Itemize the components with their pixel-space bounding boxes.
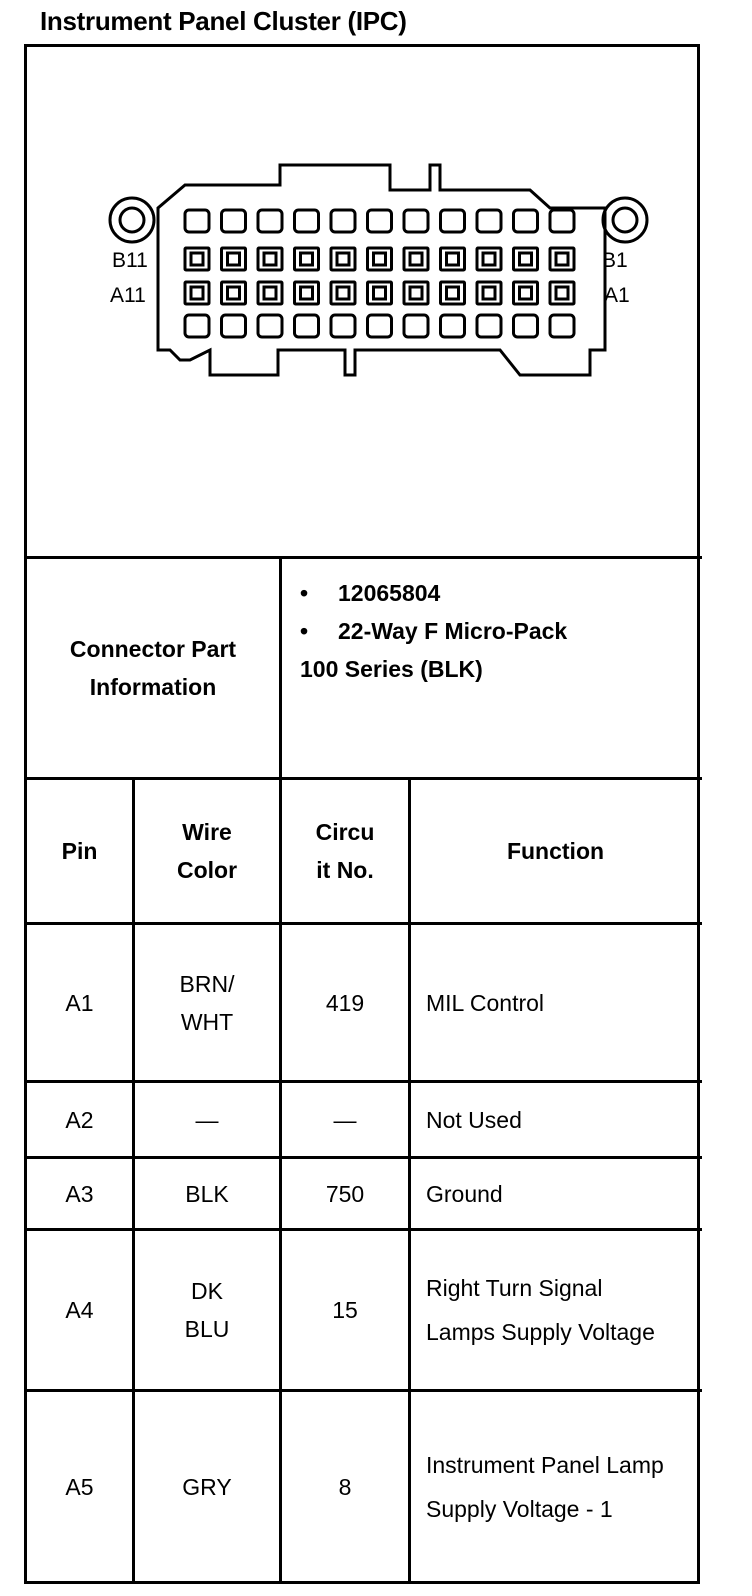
pin-cavity bbox=[477, 282, 501, 304]
cell-wire-color: GRY bbox=[182, 1474, 232, 1500]
pin-cavity bbox=[550, 210, 574, 232]
connector-face-drawing bbox=[100, 160, 660, 390]
cell-function: Not Used bbox=[426, 1106, 522, 1133]
pin-cavity bbox=[514, 248, 538, 270]
pin-cavity bbox=[514, 315, 538, 337]
connector-diagram bbox=[100, 160, 660, 390]
pin-terminal bbox=[301, 253, 313, 265]
cell-circuit-no: 419 bbox=[325, 989, 365, 1016]
pin-terminal bbox=[264, 253, 276, 265]
pin-terminal bbox=[337, 253, 349, 265]
cell-pin: A3 bbox=[65, 1180, 94, 1207]
label-b1: B1 bbox=[602, 249, 628, 272]
cell-pin: A2 bbox=[65, 1106, 94, 1133]
header-function: Function bbox=[506, 838, 605, 864]
page-title: Instrument Panel Cluster (IPC) bbox=[40, 6, 407, 36]
pin-terminal bbox=[556, 287, 568, 299]
cell-circuit-no: 750 bbox=[325, 1180, 365, 1207]
pin-cavity bbox=[404, 210, 428, 232]
pin-cavity bbox=[222, 315, 246, 337]
pin-cavity bbox=[550, 248, 574, 270]
pin-cavity bbox=[258, 282, 282, 304]
pin-cavity bbox=[368, 282, 392, 304]
pin-cavity bbox=[331, 248, 355, 270]
pin-cavity bbox=[185, 248, 209, 270]
pin-terminal bbox=[264, 287, 276, 299]
cell-wire-color: BLK bbox=[185, 1180, 229, 1207]
header-circuit-no: Circu it No. bbox=[315, 819, 375, 883]
pin-cavity bbox=[185, 282, 209, 304]
pin-cavity bbox=[295, 210, 319, 232]
pin-terminal bbox=[483, 287, 495, 299]
pin-terminal bbox=[410, 287, 422, 299]
pin-cavity bbox=[477, 315, 501, 337]
pin-terminal bbox=[447, 253, 459, 265]
label-b11: B11 bbox=[112, 249, 148, 272]
pin-cavity bbox=[368, 315, 392, 337]
pin-terminal bbox=[410, 253, 422, 265]
pin-terminal bbox=[191, 287, 203, 299]
pin-cavity bbox=[550, 315, 574, 337]
connector-part-label: Connector Part Information bbox=[69, 636, 237, 700]
cell-pin: A4 bbox=[65, 1297, 94, 1323]
list-item: • 22-Way F Micro-Pack bbox=[300, 618, 568, 644]
pin-cavity bbox=[514, 210, 538, 232]
pin-terminal bbox=[483, 253, 495, 265]
pin-terminal bbox=[301, 287, 313, 299]
pin-terminal bbox=[520, 287, 532, 299]
connector-series: 100 Series (BLK) bbox=[300, 656, 483, 682]
pin-terminal bbox=[447, 287, 459, 299]
pin-cavity bbox=[222, 248, 246, 270]
cell-wire-color: DK BLU bbox=[184, 1278, 230, 1342]
pin-cavity bbox=[441, 315, 465, 337]
cell-wire-color: — bbox=[195, 1106, 219, 1133]
cell-pin: A5 bbox=[65, 1474, 94, 1500]
label-a11: A11 bbox=[110, 284, 146, 307]
pin-cavity bbox=[441, 282, 465, 304]
cell-function: Right Turn Signal Lamps Supply Voltage bbox=[426, 1275, 655, 1345]
cell-circuit-no: 15 bbox=[332, 1297, 358, 1323]
pin-terminal bbox=[520, 253, 532, 265]
pin-cavity bbox=[514, 282, 538, 304]
pin-cavity bbox=[331, 315, 355, 337]
pin-cavity bbox=[404, 315, 428, 337]
cell-circuit-no: — bbox=[333, 1106, 357, 1133]
pin-cavity bbox=[331, 210, 355, 232]
label-a1: A1 bbox=[604, 284, 630, 307]
pin-cavity bbox=[368, 248, 392, 270]
pin-cavity bbox=[477, 248, 501, 270]
pin-terminal bbox=[374, 287, 386, 299]
connector-part-details bbox=[300, 574, 567, 688]
pin-cavity bbox=[222, 210, 246, 232]
pin-cavity bbox=[295, 248, 319, 270]
pin-cavity bbox=[295, 315, 319, 337]
cell-function: Instrument Panel Lamp Supply Voltage - 1 bbox=[426, 1452, 664, 1522]
cell-pin: A1 bbox=[65, 989, 94, 1016]
pin-terminal bbox=[374, 253, 386, 265]
pin-cavity bbox=[404, 248, 428, 270]
pin-terminal bbox=[228, 253, 240, 265]
pin-cavity bbox=[441, 248, 465, 270]
header-wire-color: Wire Color bbox=[176, 819, 238, 883]
pin-cavity bbox=[185, 210, 209, 232]
pin-cavity bbox=[258, 315, 282, 337]
cell-circuit-no: 8 bbox=[338, 1474, 352, 1500]
pin-cavity bbox=[185, 315, 209, 337]
pin-terminal bbox=[556, 253, 568, 265]
pin-terminal bbox=[228, 287, 240, 299]
pin-cavity bbox=[477, 210, 501, 232]
pin-cavity bbox=[258, 248, 282, 270]
list-item: • 12065804 bbox=[300, 580, 441, 606]
pin-cavity bbox=[441, 210, 465, 232]
cell-function: Ground bbox=[426, 1180, 503, 1207]
pin-cavity bbox=[331, 282, 355, 304]
pin-cavity bbox=[258, 210, 282, 232]
pin-cavity bbox=[368, 210, 392, 232]
pin-terminal bbox=[337, 287, 349, 299]
pin-cavity bbox=[295, 282, 319, 304]
pin-cavity bbox=[550, 282, 574, 304]
pin-cavity bbox=[222, 282, 246, 304]
header-pin: Pin bbox=[61, 838, 98, 864]
cell-wire-color: BRN/ WHT bbox=[179, 970, 235, 1035]
pin-cavity bbox=[404, 282, 428, 304]
cell-function: MIL Control bbox=[426, 989, 545, 1016]
pin-terminal bbox=[191, 253, 203, 265]
